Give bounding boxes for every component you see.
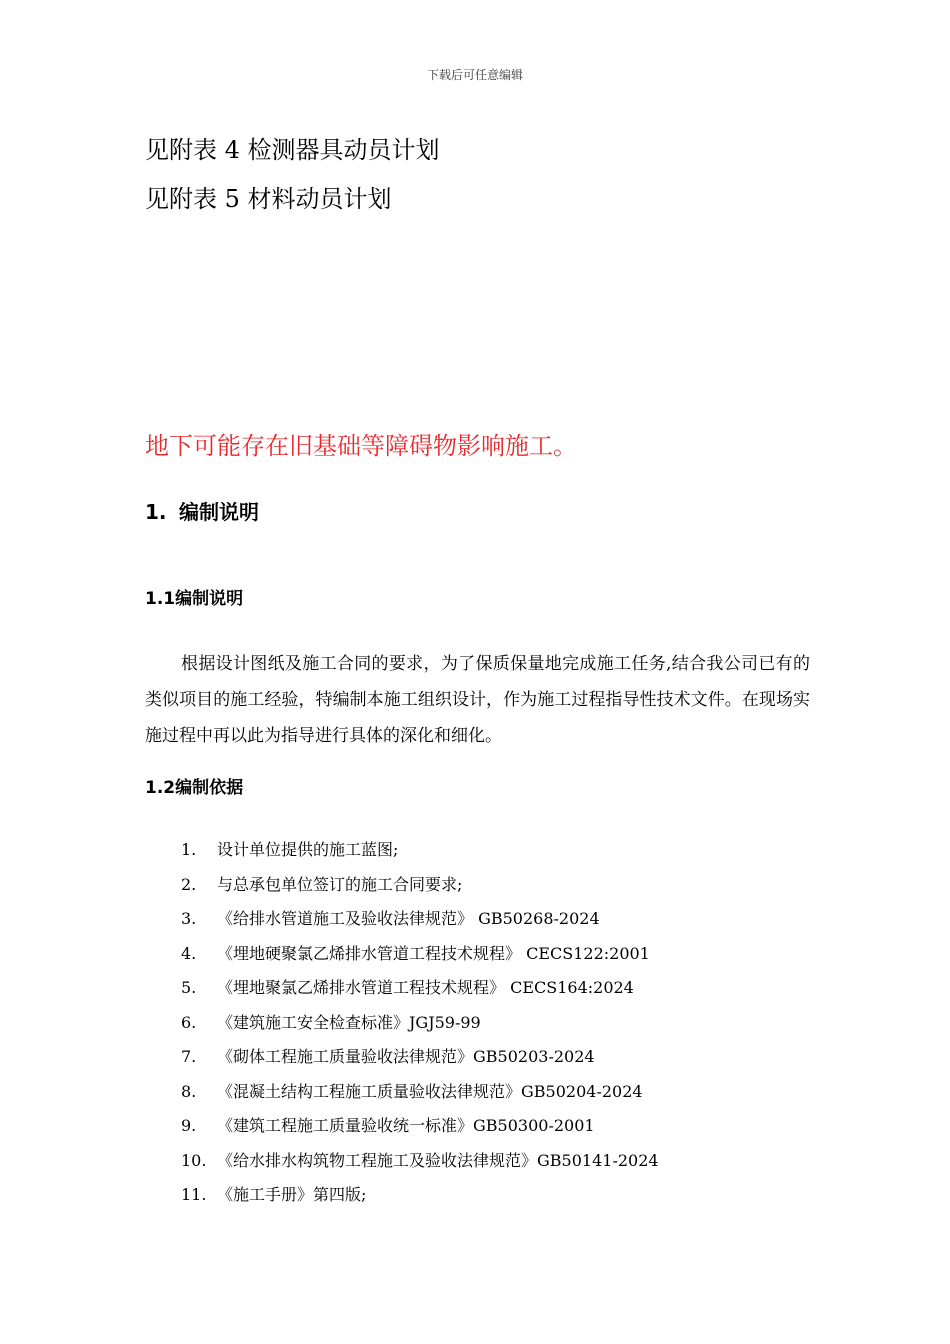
list-item-number: 11. bbox=[181, 1185, 207, 1204]
list-item-number: 7. bbox=[181, 1047, 197, 1066]
list-item bbox=[145, 1040, 845, 1075]
list-item bbox=[145, 1178, 845, 1213]
list-item bbox=[145, 1109, 845, 1144]
list-item-text: 《砌体工程施工质量验收法律规范》GB50203-2024 bbox=[217, 1047, 595, 1066]
body-paragraph: 根据设计图纸及施工合同的要求，为了保质保量地完成施工任务,结合我公司已有的类似项目的施工经验，特编制本施工组织设计，作为施工过程指导性技术文件。在现场实施过程中再以此为指导进行具体的深化和细化。 bbox=[145, 654, 810, 746]
list-item-text: 《建筑施工安全检查标准》JGJ59-99 bbox=[217, 1012, 481, 1032]
list-item-text: 设计单位提供的施工蓝图; bbox=[217, 840, 399, 859]
list-item bbox=[145, 937, 845, 972]
reference-list bbox=[145, 833, 845, 1213]
list-item bbox=[145, 833, 845, 868]
page-header: 下载后可任意编辑 bbox=[426, 68, 523, 82]
list-item bbox=[145, 902, 845, 937]
list-item-number: 4. bbox=[181, 943, 197, 963]
list-item-text: 《给水排水构筑物工程施工及验收法律规范》GB50141-2024 bbox=[217, 1150, 659, 1170]
list-item-text: 与总承包单位签订的施工合同要求; bbox=[217, 874, 463, 894]
list-item-text: 《混凝土结构工程施工质量验收法律规范》GB50204-2024 bbox=[217, 1081, 643, 1101]
list-item-text: 《埋地聚氯乙烯排水管道工程技术规程》 CECS164:2024 bbox=[217, 978, 634, 997]
list-item bbox=[145, 1075, 845, 1110]
list-item-text: 《给排水管道施工及验收法律规范》 GB50268-2024 bbox=[217, 909, 600, 928]
appendix-line-5: 见附表 5 材料动员计划 bbox=[145, 185, 392, 213]
list-item-number: 6. bbox=[181, 1012, 197, 1032]
list-item-text: 《建筑工程施工质量验收统一标准》GB50300-2001 bbox=[217, 1116, 595, 1135]
list-item-number: 5. bbox=[181, 978, 197, 997]
section-number: 1. bbox=[145, 500, 167, 524]
list-item bbox=[145, 1006, 845, 1041]
list-item-text: 《施工手册》第四版; bbox=[217, 1185, 367, 1204]
list-item-number: 8. bbox=[181, 1081, 197, 1101]
list-item-number: 1. bbox=[181, 840, 197, 859]
list-item-number: 3. bbox=[181, 909, 197, 928]
section-heading-1 bbox=[145, 498, 259, 526]
warning-text: 地下可能存在旧基础等障碍物影响施工。 bbox=[145, 432, 577, 460]
section-title: 编制说明 bbox=[179, 500, 259, 524]
section-heading-1-2: 1.2编制依据 bbox=[145, 778, 244, 798]
list-item bbox=[145, 1144, 845, 1179]
appendix-line-4: 见附表 4 检测器具动员计划 bbox=[145, 136, 440, 164]
list-item-text: 《埋地硬聚氯乙烯排水管道工程技术规程》 CECS122:2001 bbox=[217, 943, 650, 963]
list-item-number: 9. bbox=[181, 1116, 197, 1135]
list-item-number: 2. bbox=[181, 874, 197, 894]
list-item-number: 10. bbox=[181, 1150, 207, 1170]
list-item bbox=[145, 868, 845, 903]
section-heading-1-1: 1.1编制说明 bbox=[145, 589, 244, 609]
list-item bbox=[145, 971, 845, 1006]
